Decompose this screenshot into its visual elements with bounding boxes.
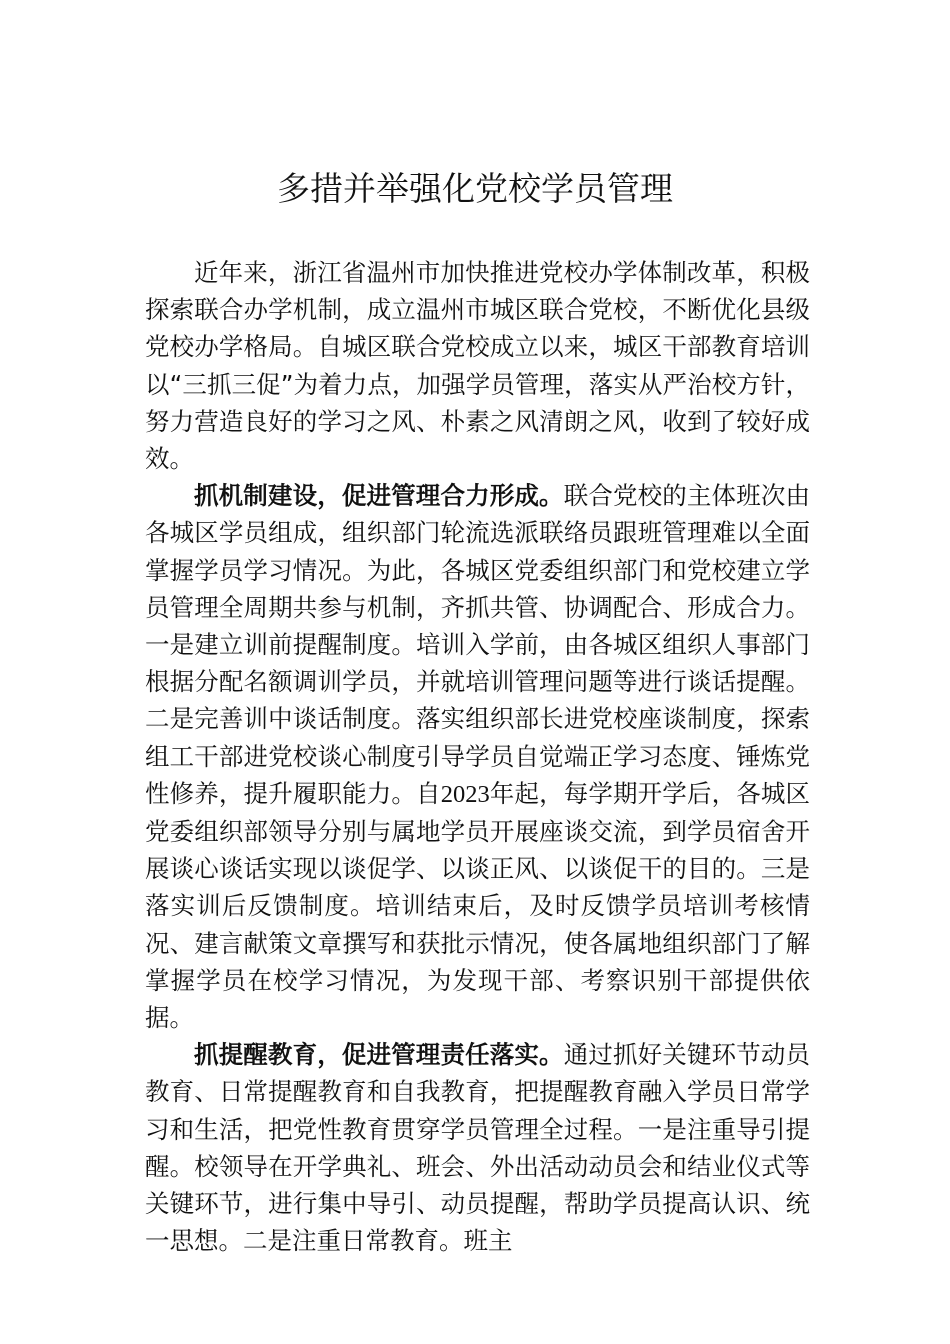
paragraph-lead-heading: 抓机制建设，促进管理合力形成。 (194, 481, 564, 511)
paragraph-text-continued: 年起，每学期开学后，各城区党委组织部领导分别与属地学员开展座谈交流，到学员宿舍开展谈心谈话实现以谈促学、以谈正风、以谈促干的目的。三是落实训后反馈制度。培训结束后，及时反馈学员培训考核情况、建言献策文章撰写和获批示情况，使各属地组织部门了解掌握学员在校学习情况，为发现干部、考察识别干部提供依据。 (145, 778, 811, 1033)
document-body (145, 254, 810, 1259)
paragraph-text: 近年来，浙江省温州市加快推进党校办学体制改革，积极探索联合办学机制，成立温州市城区联合党校，不断优化县级党校办学格局。自城区联合党校成立以来，城区干部教育培训以“三抓三促”为着力点，加强学员管理，落实从严治校方针，努力营造良好的学习之风、朴素之风清朗之风，收到了较好成效。 (145, 258, 810, 474)
paragraph-intro (145, 254, 810, 477)
paragraph-text: 联合党校的主体班次由各城区学员组成，组织部门轮流选派联络员跟班管理难以全面掌握学员学习情况。为此，各城区党委组织部门和党校建立学员管理全周期共参与机制，齐抓共管、协调配合、形成合力。一是建立训前提醒制度。培训入学前，由各城区组织人事部门根据分配名额调训学员，并就培训管理问题等进行谈话提醒。二是完善训中谈话制度。落实组织部长进党校座谈制度，探索组工干部进党校谈心制度引导学员自觉端正学习态度、锤炼党性修养，提升履职能力。自 (145, 481, 810, 808)
paragraph-lead-heading: 抓提醒教育，促进管理责任落实。 (194, 1040, 564, 1070)
document-title: 多措并举强化党校学员管理 (277, 169, 673, 208)
paragraph-mechanism (145, 477, 810, 1036)
year-value: 2023 (440, 780, 490, 808)
paragraph-education (145, 1036, 810, 1259)
paragraph-text: 通过抓好关键环节动员教育、日常提醒教育和自我教育，把提醒教育融入学员日常学习和生活，把党性教育贯穿学员管理全过程。一是注重导引提醒。校领导在开学典礼、班会、外出活动动员会和结业仪式等关键环节，进行集中导引、动员提醒，帮助学员提高认识、统一思想。二是注重日常教育。班主 (145, 1040, 810, 1256)
